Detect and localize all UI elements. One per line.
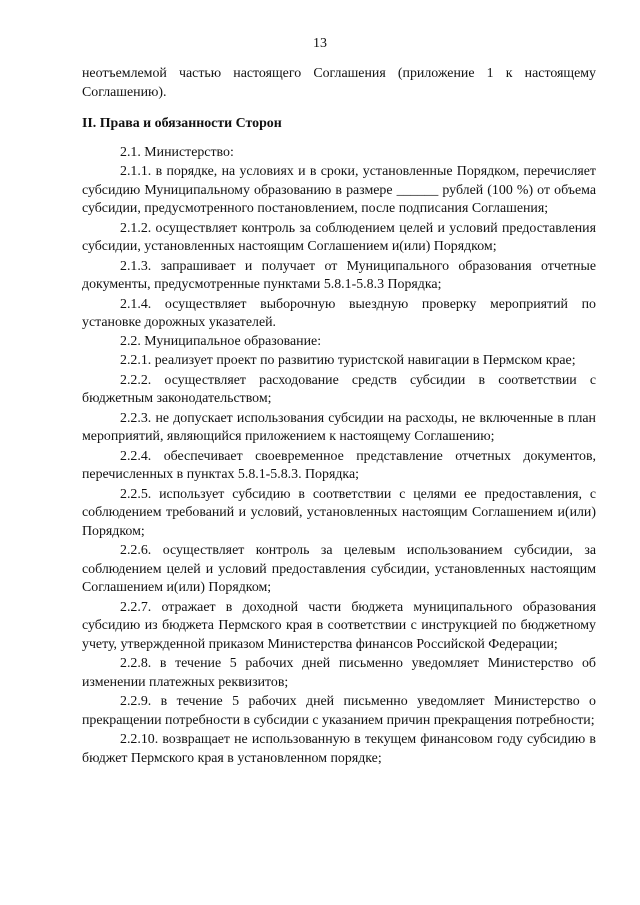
clause-2-1-2: 2.1.2. осуществляет контроль за соблюдением целей и условий предоставления субсидии, установленных настоящим Соглашением и(или) Порядком; <box>82 220 596 254</box>
clause-2-2-9: 2.2.9. в течение 5 рабочих дней письменно уведомляет Министерство о прекращении потребности в субсидии с указанием причин прекращения потребности; <box>82 694 596 728</box>
clause-2-1-3: 2.1.3. запрашивает и получает от Муниципального образования отчетные документы, предусмотренные пунктами 5.8.1-5.8.3 Порядка; <box>82 258 596 292</box>
page-number: 13 <box>313 36 327 51</box>
clause-2-2-4: 2.2.4. обеспечивает своевременное представление отчетных документов, перечисленных в пунктах 5.8.1-5.8.3. Порядка; <box>82 448 596 482</box>
clause-2-1: 2.1. Министерство: <box>120 144 234 160</box>
clause-2-1-4: 2.1.4. осуществляет выборочную выездную проверку мероприятий по установке дорожных указателей. <box>82 296 596 330</box>
section-title: II. Права и обязанности Сторон <box>82 116 282 131</box>
clause-2-2-3: 2.2.3. не допускает использования субсидии на расходы, не включенные в план мероприятий, являющийся приложением к настоящему Соглашению; <box>82 410 596 444</box>
clause-2-1-1: 2.1.1. в порядке, на условиях и в сроки, установленные Порядком, перечисляет субсидию Муниципальному образованию в размере ______ рублей (100 %) от объема субсидии, предусмотренного постановлением, после подписания Соглашения; <box>82 164 596 216</box>
clause-2-2-2: 2.2.2. осуществляет расходование средств субсидии в соответствии с бюджетным законодательством; <box>82 372 596 406</box>
clause-2-2-7: 2.2.7. отражает в доходной части бюджета муниципального образования субсидию из бюджета Пермского края в соответствии с инструкцией по бюджетному учету, утвержденной приказом Министерства финансов Российской Федерации; <box>82 599 596 652</box>
clause-2-2-6: 2.2.6. осуществляет контроль за целевым использованием субсидии, за соблюдением целей и условий предоставления субсидии, установленных настоящим Соглашением и(или) Порядком; <box>82 543 596 595</box>
clause-2-2-1: 2.2.1. реализует проект по развитию туристской навигации в Пермском крае; <box>120 353 576 368</box>
document-body <box>82 65 596 768</box>
clause-2-2-5: 2.2.5. использует субсидию в соответствии с целями ее предоставления, с соблюдением требований и условий, установленных настоящим Соглашением и(или) Порядком; <box>82 486 596 539</box>
clause-2-2-8: 2.2.8. в течение 5 рабочих дней письменно уведомляет Министерство об изменении платежных реквизитов; <box>82 656 596 690</box>
intro-paragraph: неотъемлемой частью настоящего Соглашения (приложение 1 к настоящему Соглашению). <box>82 66 596 100</box>
clause-2-2-10: 2.2.10. возвращает не использованную в текущем финансовом году субсидию в бюджет Пермского края в установленном порядке; <box>82 732 596 766</box>
clause-2-2: 2.2. Муниципальное образование: <box>120 333 322 349</box>
